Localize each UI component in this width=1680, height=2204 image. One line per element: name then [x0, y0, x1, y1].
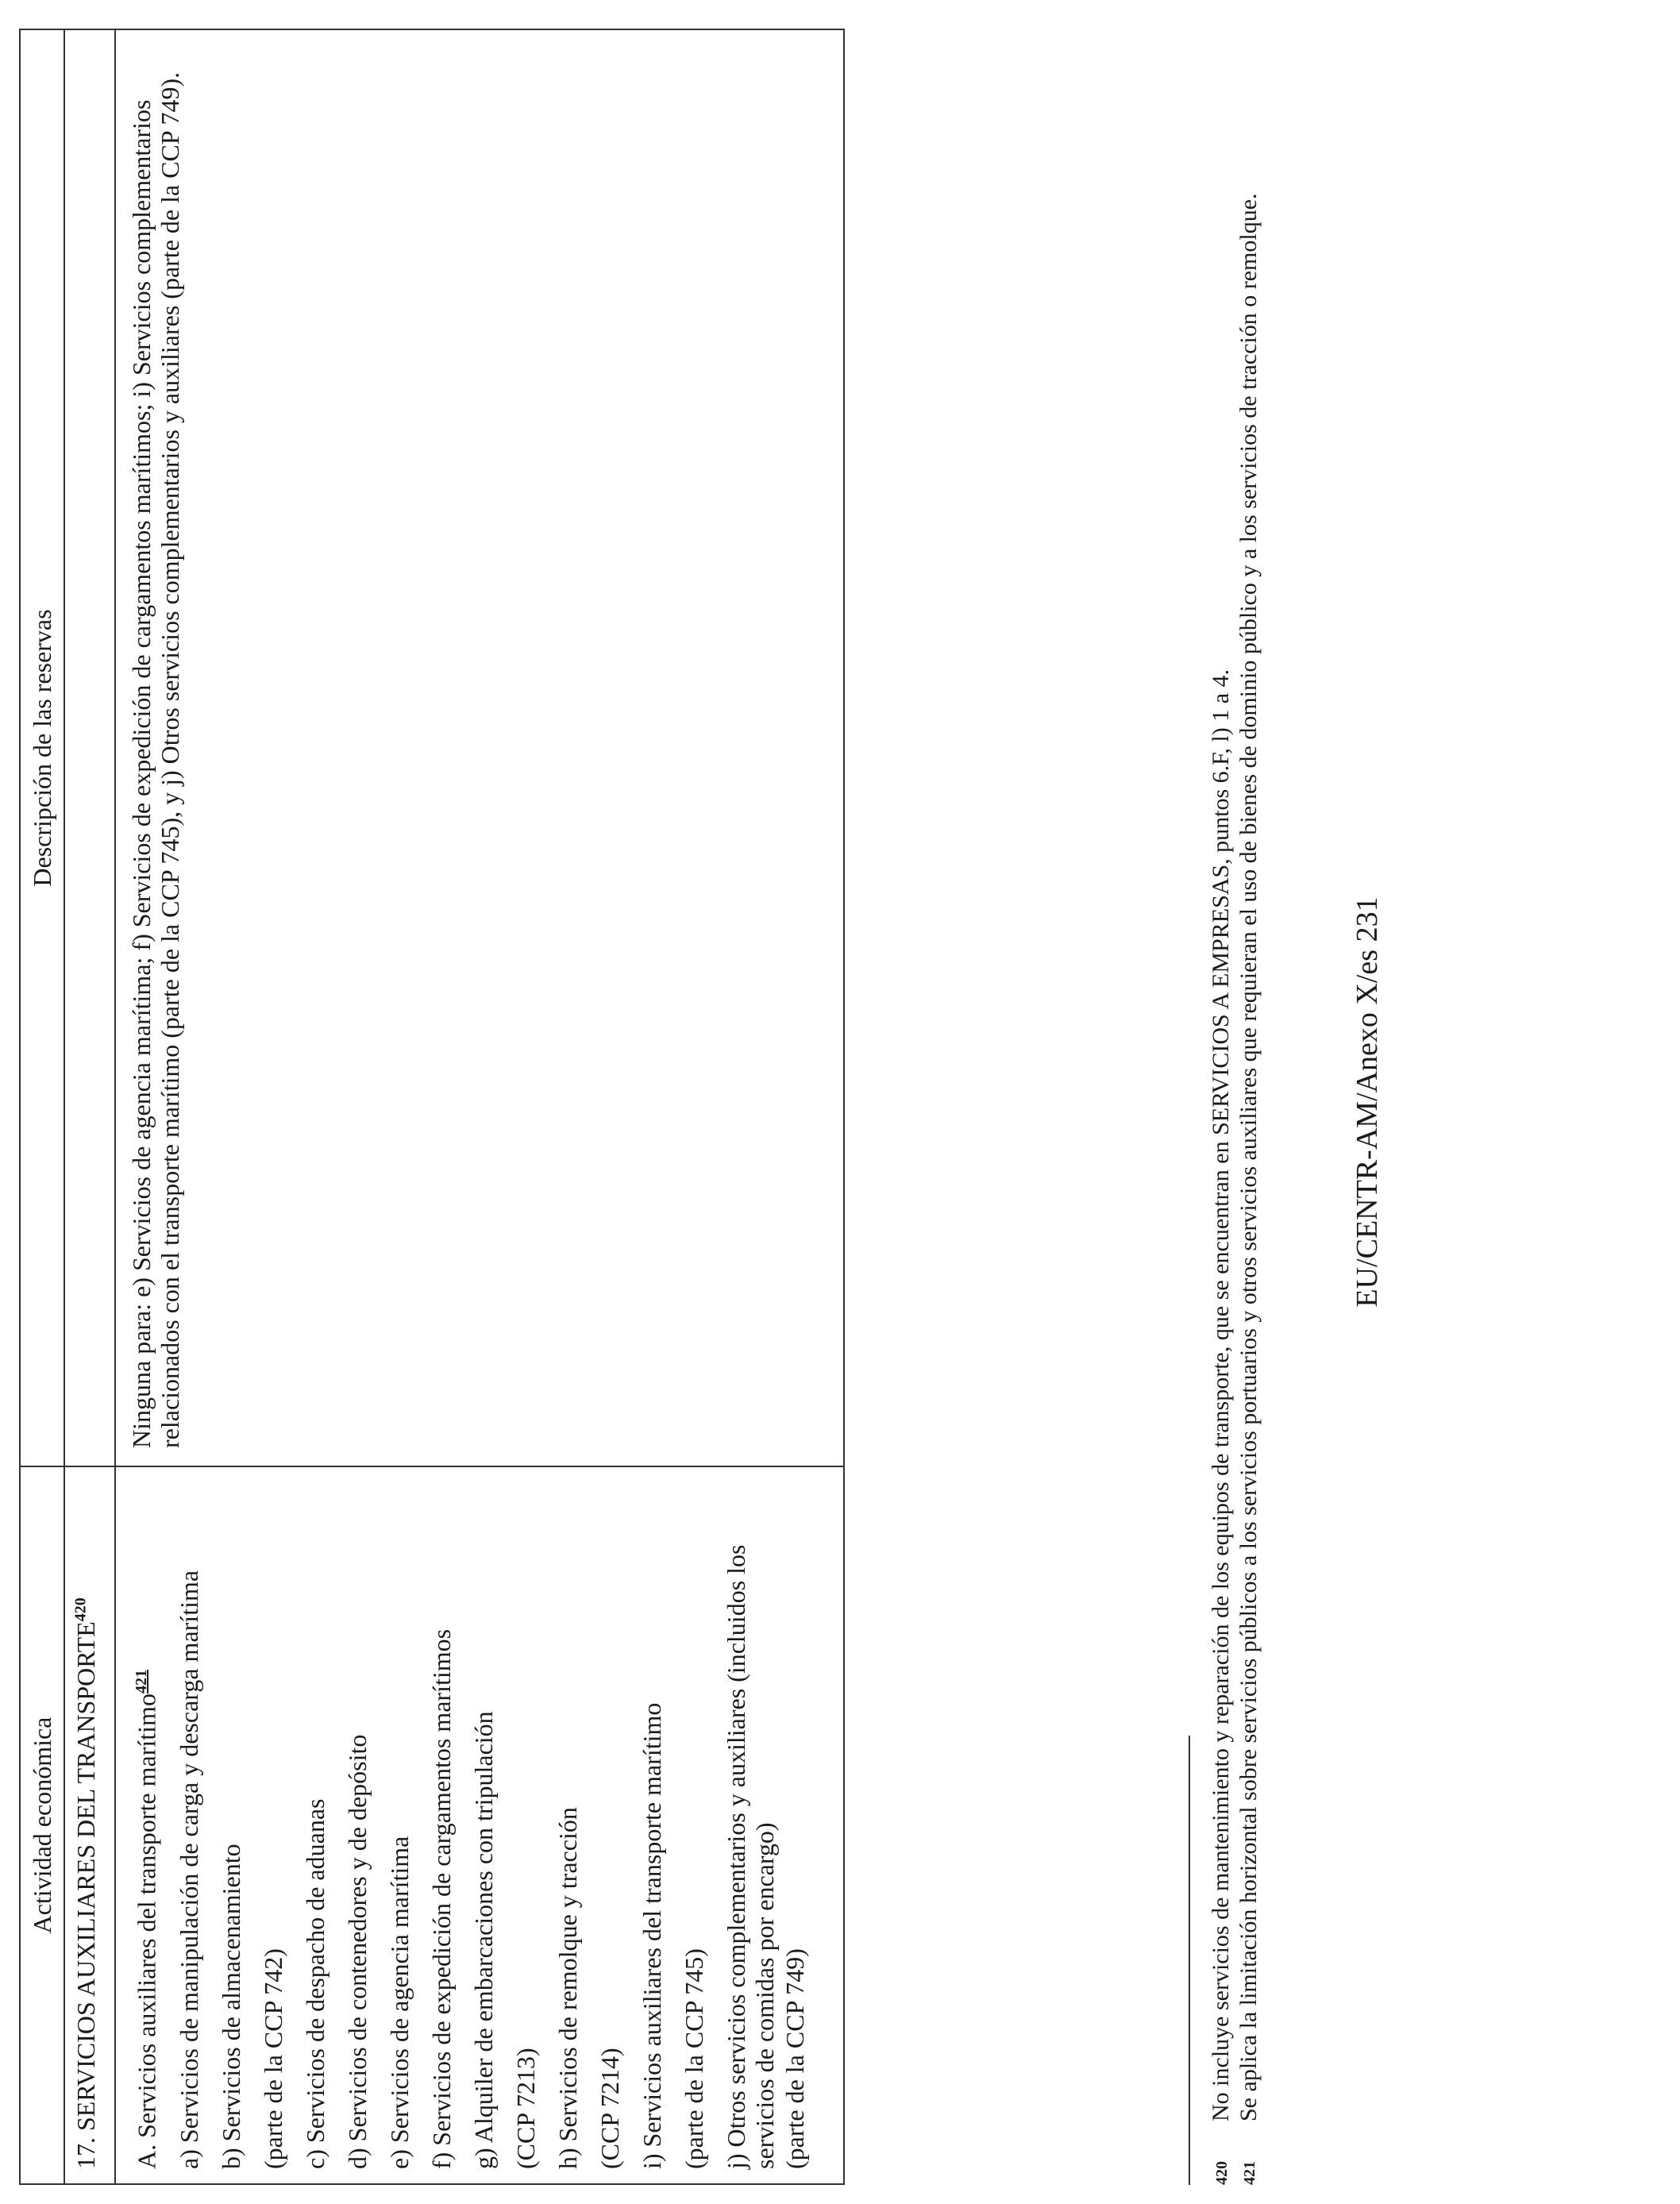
list-item: c) Servicios de despacho de aduanas	[300, 1798, 329, 2169]
footnote-ref-420[interactable]: 420	[71, 1597, 90, 1622]
list-item: e) Servicios de agencia marítima	[384, 1836, 414, 2169]
section-row	[65, 30, 116, 2183]
list-item: h) Servicios de remolque y tracción	[553, 1807, 582, 2169]
list-item: j) Otros servicios complementarios y auxiliares (incluidos los servicios de comidas por encargo)	[721, 1544, 779, 2169]
list-item: (parte de la CCP 745)	[679, 1948, 708, 2169]
section-title-cell	[65, 1466, 114, 2183]
list-item: d) Servicios de contenedores y de depósito	[342, 1734, 372, 2169]
list-item: (parte de la CCP 742)	[258, 1948, 287, 2169]
list-item: (CCP 7214)	[595, 2048, 624, 2169]
footnote-number: 420	[1213, 2161, 1231, 2185]
footnote-ref-421[interactable]: 421	[133, 1670, 150, 1694]
list-item: (CCP 7213)	[511, 2048, 540, 2169]
footnote-text: Se aplica la limitación horizontal sobre servicios públicos a los servicios portuarios y otros servicios auxiliares que requieran el uso de bienes de dominio público y a los servicios de tracción o remolque.	[1235, 193, 1262, 2121]
footnote-421	[1235, 41, 1262, 2185]
footnote-separator	[1189, 1736, 1190, 2185]
footnotes	[1207, 41, 1262, 2185]
list-item: b) Servicios de almacenamiento	[216, 1844, 245, 2169]
list-item: f) Servicios de expedición de cargamentos marítimos	[426, 1628, 456, 2169]
footnote-text: No incluye servicios de mantenimiento y reparación de los equipos de transporte, que se encuentran en SERVICIOS A EMPRESAS, puntos 6.F, l) 1 a 4.	[1208, 669, 1234, 2121]
header-descripcion: Descripción de las reservas	[27, 609, 56, 887]
page-footer: EU/CENTR-AM/Anexo X/es 231	[1351, 896, 1384, 1308]
table-header-row	[21, 30, 65, 2183]
footnote-number: 421	[1241, 2161, 1258, 2185]
activity-cell	[116, 1466, 843, 2183]
list-item: (parte de la CCP 749)	[780, 1948, 809, 2169]
list-item: a) Servicios de manipulación de carga y descarga marítima	[174, 1570, 203, 2169]
section-title: 17. SERVICIOS AUXILIARES DEL TRANSPORTE	[71, 1621, 100, 2169]
reservation-text: Ninguna para: e) Servicios de agencia marítima; f) Servicios de expedición de cargamentos marítimos; i) Servicios complementarios relacionados con el transporte marítimo (parte de la CCP 745), y j) Otros servicios complementarios y auxiliares (parte de la CCP 749).	[127, 71, 184, 1448]
footnote-420	[1207, 41, 1235, 2185]
description-cell	[116, 30, 843, 1466]
reservations-table	[19, 29, 845, 2185]
header-actividad: Actividad económica	[21, 1466, 64, 2183]
list-item: g) Alquiler de embarcaciones con tripulación	[468, 1711, 498, 2169]
list-item: i) Servicios auxiliares del transporte marítimo	[637, 1702, 666, 2169]
list-item: A. Servicios auxiliares del transporte marítimo$^{421}$	[132, 1670, 161, 2169]
